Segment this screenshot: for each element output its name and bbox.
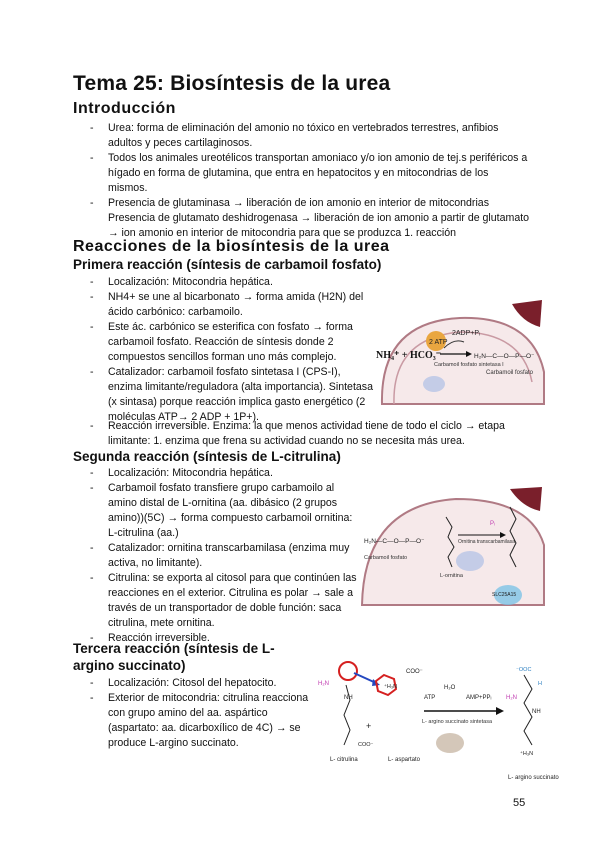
atp-label: ATP bbox=[424, 695, 436, 701]
carbamoyl-formula: H₂N—C—O—P—O⁻ bbox=[364, 538, 425, 545]
list-item: - Carbamoil fosfato transfiere grupo carbamoilo al amino distal de L-ornitina (aa. dibásico (2 grupos amino))(5C) → forma compuesto carbamoil ornitina: L-citrulina (aa.) bbox=[90, 481, 362, 541]
list-item: - Localización: Mitocondria hepática. bbox=[90, 466, 362, 481]
citrulline-chain bbox=[344, 685, 350, 745]
citrulline-figure bbox=[360, 485, 550, 621]
aspartate-label: L- aspartato bbox=[388, 757, 421, 763]
enzyme-structure-icon bbox=[423, 376, 445, 392]
reaction-arrowhead bbox=[496, 707, 504, 715]
list-item: - Todos los animales ureotélicos transportan amoniaco y/o ion amonio de tej.s periféricos a hígado en forma de glutamina, que entra en hepatocitos y en mitocondrias de los mismos. bbox=[90, 151, 530, 196]
adp-label: 2ADP+Pᵢ bbox=[452, 330, 481, 337]
water-label: H₂O bbox=[444, 685, 456, 691]
citrulline-amine-label: H₂N bbox=[318, 681, 329, 687]
third-reaction-heading: Tercera reacción (síntesis de L-argino succinato) bbox=[73, 641, 275, 673]
reactions-heading: Reacciones de la biosíntesis de la urea bbox=[73, 238, 390, 255]
enzyme-label: Carbamoil fosfato sintetasa I bbox=[434, 362, 504, 368]
list-item: - Reacción irreversible. Enzima: la que menos actividad tiene de todo el ciclo → etapa limitante: 1. enzima que frena su actividad cuando no se necesita más urea. bbox=[90, 419, 530, 449]
atp-label: 2 ATP bbox=[429, 339, 448, 346]
page-number: 55 bbox=[513, 797, 526, 809]
h-label: H bbox=[538, 681, 542, 687]
amp-label: AMP+PPᵢ bbox=[466, 695, 492, 701]
intro-list bbox=[90, 121, 530, 241]
list-item: - Catalizador: ornitina transcarbamilasa (enzima muy activa, no limitante). bbox=[90, 541, 362, 571]
argininosuccinate-nh-label: NH bbox=[532, 709, 541, 715]
list-item: - Localización: Mitocondria hepática. bbox=[90, 275, 375, 290]
intro-heading: Introducción bbox=[73, 100, 176, 117]
first-reaction-list bbox=[90, 275, 375, 425]
liver-icon bbox=[512, 300, 542, 327]
enzyme-structure-icon bbox=[436, 733, 464, 753]
citrulline-carboxyl-label: COO⁻ bbox=[358, 742, 374, 748]
product-formula: H₂N—C—O—P—O⁻ bbox=[474, 353, 535, 360]
aspartate-carboxyl-label: COO⁻ bbox=[406, 669, 423, 675]
list-item: - Exterior de mitocondria: citrulina reacciona con grupo amino del aa. aspártico (aspartato: aa. dicarboxílico de 4C) → se produce L-argino succinato. bbox=[90, 691, 315, 751]
carbamoyl-phosphate-figure bbox=[372, 292, 550, 412]
succinate-carboxyl-label: ⁻OOC bbox=[516, 667, 532, 673]
aspartate-amine-label: ⁺H₃N bbox=[384, 684, 398, 690]
nh-label: NH bbox=[344, 695, 353, 701]
list-item: - NH4+ se une al bicarbonato → forma amida (H2N) del ácido carbónico: carbamoilo. bbox=[90, 290, 375, 320]
product-label: L- argino succinato bbox=[508, 775, 559, 781]
plus-sign: + bbox=[366, 721, 372, 731]
list-item: - Catalizador: carbamoil fosfato sintetasa I (CPS-I), enzima limitante/reguladora (alta importancia). Sintetasa (x sintasa) porque reacción implica gasto energético (2 moléculas ATP→ 2 ADP + 1P+). bbox=[90, 365, 375, 425]
ornithine-label: L-ornitina bbox=[440, 573, 463, 579]
list-item: - Reacción irreversible. bbox=[90, 631, 362, 646]
list-item: - Urea: forma de eliminación del amonio no tóxico en vertebrados terrestres, anfibios adultos y peces cartilaginosos. bbox=[90, 121, 530, 151]
transporter-label: SLC25A15 bbox=[492, 592, 517, 598]
third-reaction-list bbox=[90, 676, 315, 751]
argininosuccinate-amine-label: H₂N bbox=[506, 695, 517, 701]
carbamoyl-phosphate-label: Carbamoil fosfato bbox=[364, 555, 408, 561]
first-reaction-heading: Primera reacción (síntesis de carbamoil fosfato) bbox=[73, 257, 382, 272]
first-reaction-list-cont bbox=[90, 419, 530, 449]
argininosuccinate-chain bbox=[524, 675, 532, 745]
second-reaction-heading: Segunda reacción (síntesis de L-citrulina) bbox=[73, 449, 341, 464]
reactants-label: NH₄⁺ + HCO₃⁻ bbox=[376, 350, 442, 361]
enzyme-label: L- argino succinato sintetasa bbox=[422, 719, 493, 725]
argininosuccinate-figure bbox=[310, 655, 560, 790]
list-item: - Este ác. carbónico se esterifica con fosfato → forma carbamoil fosfato. Reacción de síntesis donde 2 compuestos sencillos forman uno más complejo. bbox=[90, 320, 375, 365]
liver-icon bbox=[510, 487, 542, 511]
citrulline-label: L- citrulina bbox=[330, 757, 358, 763]
product-label: Carbamoil fosfato bbox=[486, 370, 534, 376]
list-item: - Citrulina: se exporta al citosol para que continúen las reacciones en el exterior. Citrulina es polar → sale a través de un transportador de doble función: saca citrulina, mete ornitina. bbox=[90, 571, 362, 631]
second-reaction-list bbox=[90, 466, 362, 646]
list-item: - Localización: Citosol del hepatocito. bbox=[90, 676, 315, 691]
page-title: Tema 25: Biosíntesis de la urea bbox=[73, 72, 391, 95]
pi-label: Pᵢ bbox=[490, 521, 495, 527]
highlight-circle bbox=[339, 662, 357, 680]
product-amine-label: ⁺H₃N bbox=[520, 751, 534, 757]
enzyme-label: Ornitina transcarbamilasa bbox=[458, 539, 515, 545]
list-item: - Presencia de glutaminasa → liberación de ion amonio en interior de mitocondrias Presencia de glutamato deshidrogenasa → liberación de ion amonio a partir de glutamato → ion amonio en interior de mitocondria para que se produzca 1. reacción bbox=[90, 196, 530, 241]
enzyme-structure-icon bbox=[456, 551, 484, 571]
